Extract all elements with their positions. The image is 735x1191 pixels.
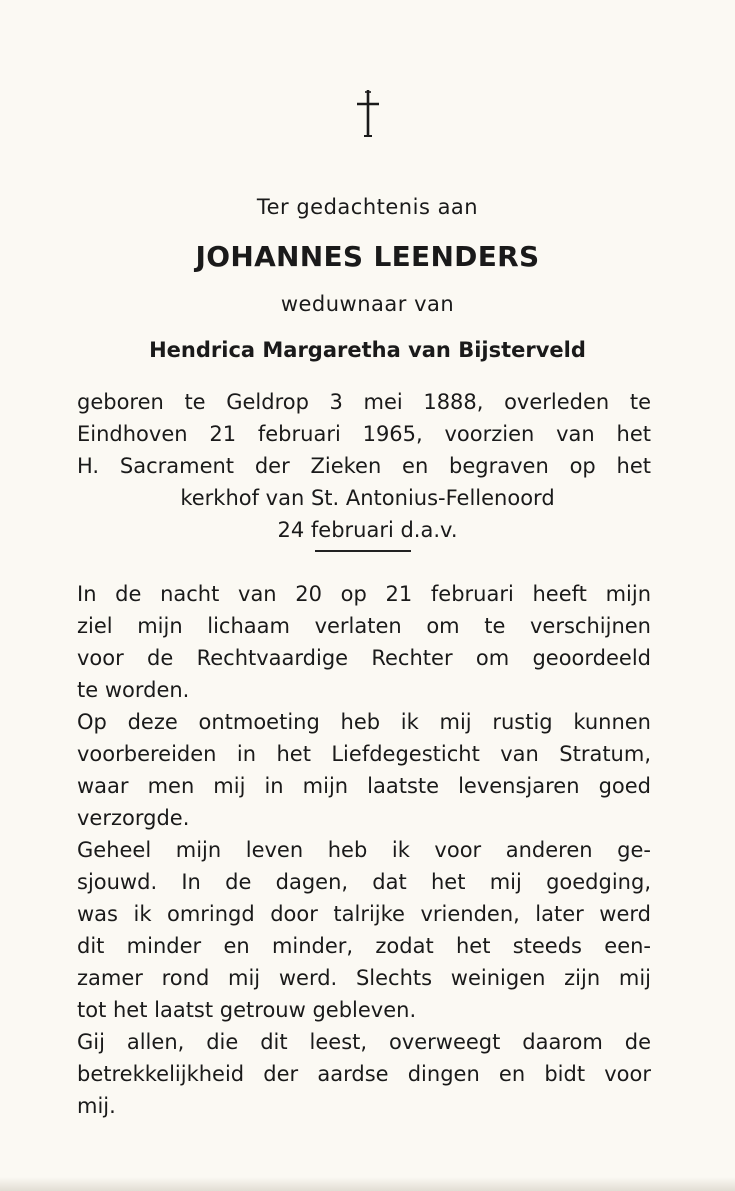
text-line: voor de Rechtvaardige Rechter om geoordeeld bbox=[77, 646, 651, 670]
text-line: In de nacht van 20 op 21 februari heeft mijn bbox=[77, 582, 651, 606]
text-line: Op deze ontmoeting heb ik mij rustig kunnen bbox=[77, 710, 651, 734]
text-line: te worden. bbox=[77, 678, 190, 702]
biography-line: kerkhof van St. Antonius-Fellenoord bbox=[180, 486, 555, 510]
biography-line: Eindhoven 21 februari 1965, voorzien van het bbox=[77, 422, 651, 446]
text-line: betrekkelijkheid der aardse dingen en bidt voor bbox=[77, 1062, 651, 1086]
text-line: verzorgde. bbox=[77, 806, 190, 830]
spouse-name: Hendrica Margaretha van Bijsterveld bbox=[149, 338, 586, 362]
text-line: Geheel mijn leven heb ik voor anderen ge- bbox=[77, 838, 651, 862]
divider bbox=[315, 550, 411, 552]
cross-icon bbox=[0, 88, 735, 140]
text-line: ziel mijn lichaam verlaten om te verschijnen bbox=[77, 614, 651, 638]
biography-line: geboren te Geldrop 3 mei 1888, overleden te bbox=[77, 390, 651, 414]
text-line: voorbereiden in het Liefdegesticht van Stratum, bbox=[77, 742, 651, 766]
card-edge bbox=[0, 1177, 735, 1191]
text-line: mij. bbox=[77, 1094, 116, 1118]
biography-line: 24 februari d.a.v. bbox=[277, 518, 458, 542]
text-line: sjouwd. In de dagen, dat het mij goedging, bbox=[77, 870, 651, 894]
text-line: zamer rond mij werd. Slechts weinigen zijn mij bbox=[77, 966, 651, 990]
text-line: was ik omringd door talrijke vrienden, later werd bbox=[77, 902, 651, 926]
text-line: dit minder en minder, zodat het steeds een- bbox=[77, 934, 651, 958]
deceased-name: JOHANNES LEENDERS bbox=[195, 240, 540, 273]
intro-text: Ter gedachtenis aan bbox=[256, 195, 479, 219]
biography-line: H. Sacrament der Zieken en begraven op het bbox=[77, 454, 651, 478]
relation-text: weduwnaar van bbox=[280, 292, 455, 316]
text-line: tot het laatst getrouw gebleven. bbox=[77, 998, 417, 1022]
text-line: waar men mij in mijn laatste levensjaren goed bbox=[77, 774, 651, 798]
text-line: Gij allen, die dit leest, overweegt daarom de bbox=[77, 1030, 651, 1054]
